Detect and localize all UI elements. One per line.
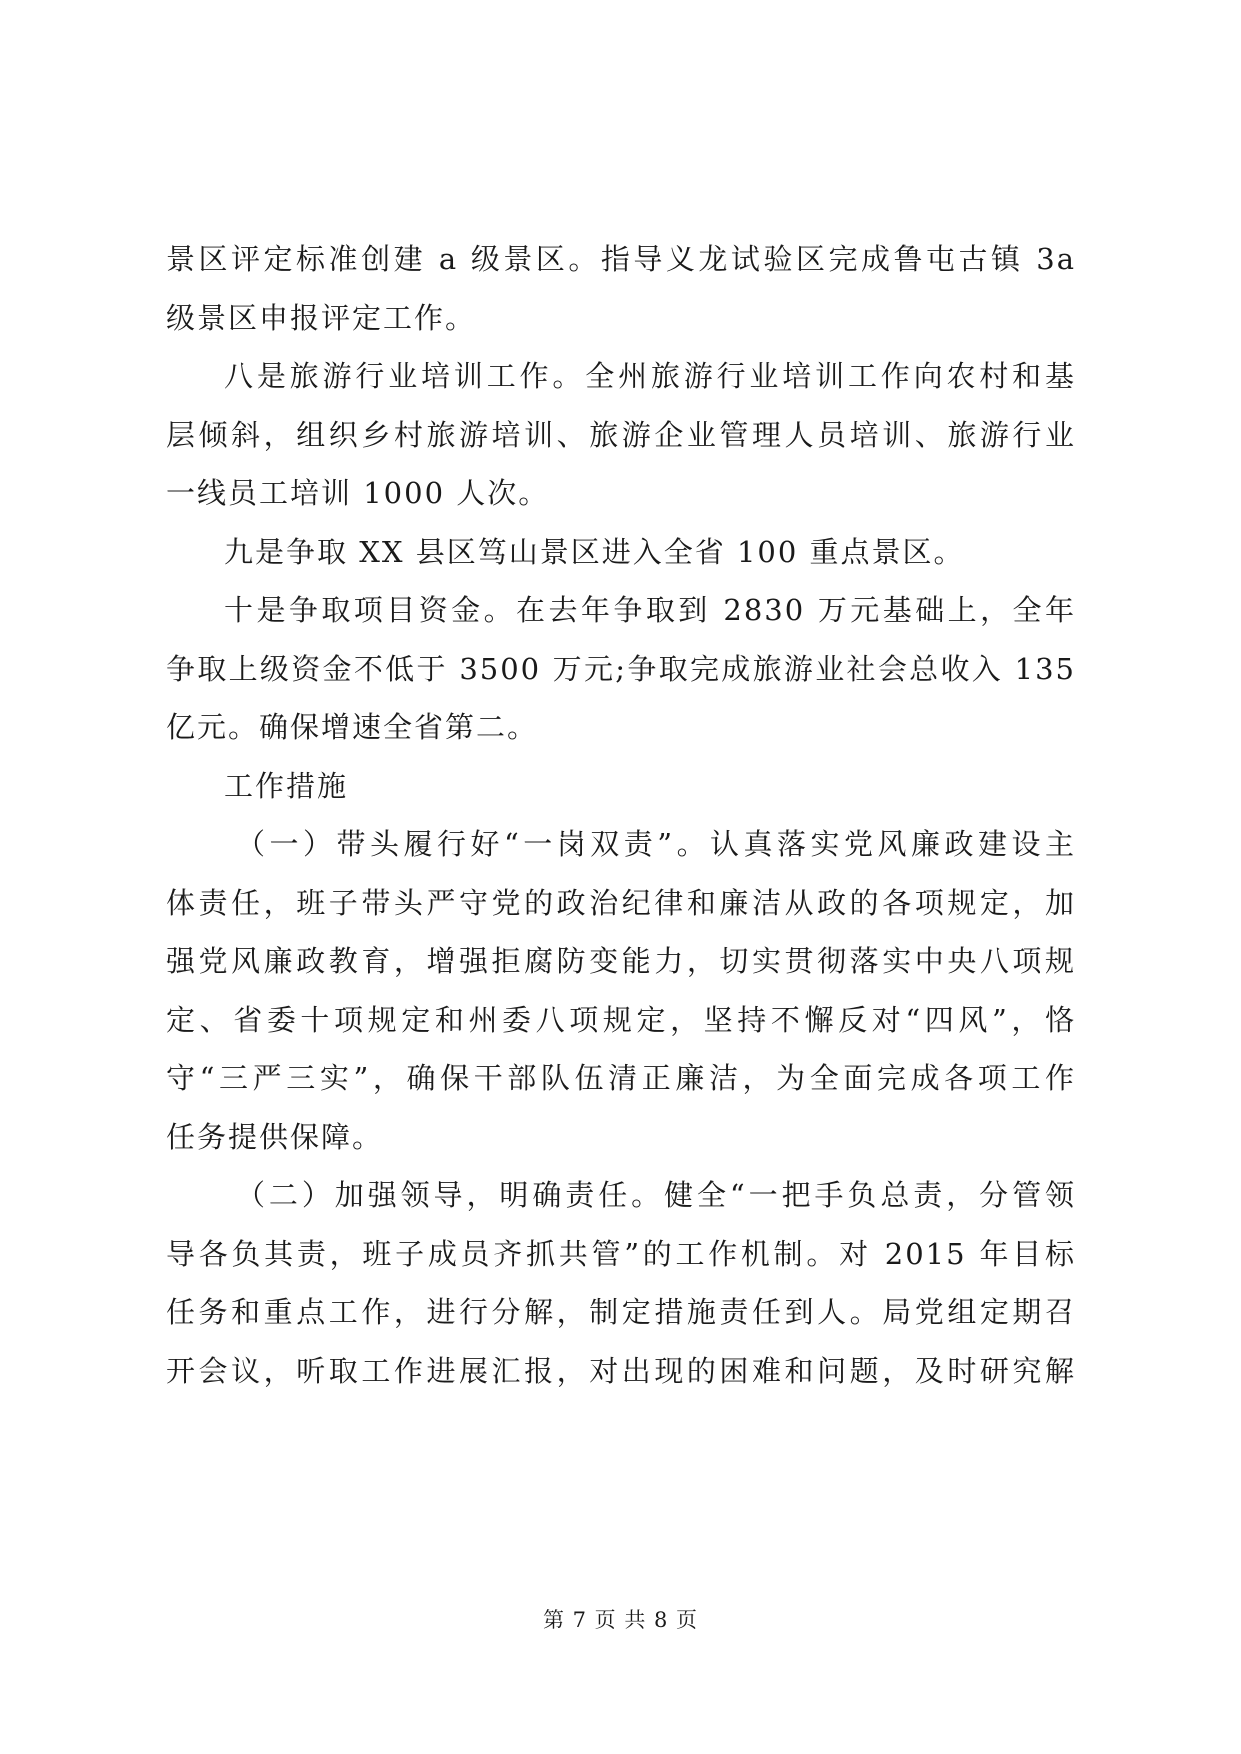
page-number-footer: 第 7 页 共 8 页 — [542, 1608, 699, 1632]
text-line: 守“三严三实”，确保干部队伍清正廉洁，为全面完成各项工作 — [166, 1061, 1076, 1095]
text-line: 亿元。确保增速全省第二。 — [166, 710, 539, 744]
text-line: 体责任，班子带头严守党的政治纪律和廉洁从政的各项规定，加 — [166, 885, 1076, 920]
body-text — [166, 230, 1076, 1400]
text-line: 定、省委十项规定和州委八项规定，坚持不懈反对“四风”，恪 — [166, 1002, 1076, 1037]
text-line: 层倾斜，组织乡村旅游培训、旅游企业管理人员培训、旅游行业 — [166, 417, 1076, 452]
text-line: 级景区申报评定工作。 — [166, 300, 477, 335]
text-line: 任务和重点工作，进行分解，制定措施责任到人。局党组定期召 — [166, 1295, 1076, 1329]
text-line: （二）加强领导，明确责任。健全“一把手负总责，分管领 — [236, 1178, 1076, 1212]
text-line: 争取上级资金不低于 3500 万元;争取完成旅游业社会总收入 135 — [166, 651, 1076, 686]
text-line: 八是旅游行业培训工作。全州旅游行业培训工作向农村和基 — [224, 359, 1076, 393]
section-heading: 工作措施 — [224, 768, 349, 803]
text-line: 景区评定标准创建 a 级景区。指导义龙试验区完成鲁屯古镇 3a — [166, 242, 1076, 276]
text-line: （一）带头履行好“一岗双责”。认真落实党风廉政建设主 — [236, 827, 1076, 861]
text-line: 导各负其责，班子成员齐抓共管”的工作机制。对 2015 年目标 — [166, 1236, 1076, 1271]
text-line: 九是争取 XX 县区笃山景区进入全省 100 重点景区。 — [224, 534, 965, 569]
text-line: 十是争取项目资金。在去年争取到 2830 万元基础上，全年 — [224, 593, 1076, 627]
text-line: 开会议，听取工作进展汇报，对出现的困难和问题，及时研究解 — [166, 1353, 1076, 1388]
text-line: 强党风廉政教育，增强拒腐防变能力，切实贯彻落实中央八项规 — [166, 944, 1076, 978]
text-line: 一线员工培训 1000 人次。 — [166, 476, 550, 510]
text-line: 任务提供保障。 — [166, 1119, 384, 1154]
